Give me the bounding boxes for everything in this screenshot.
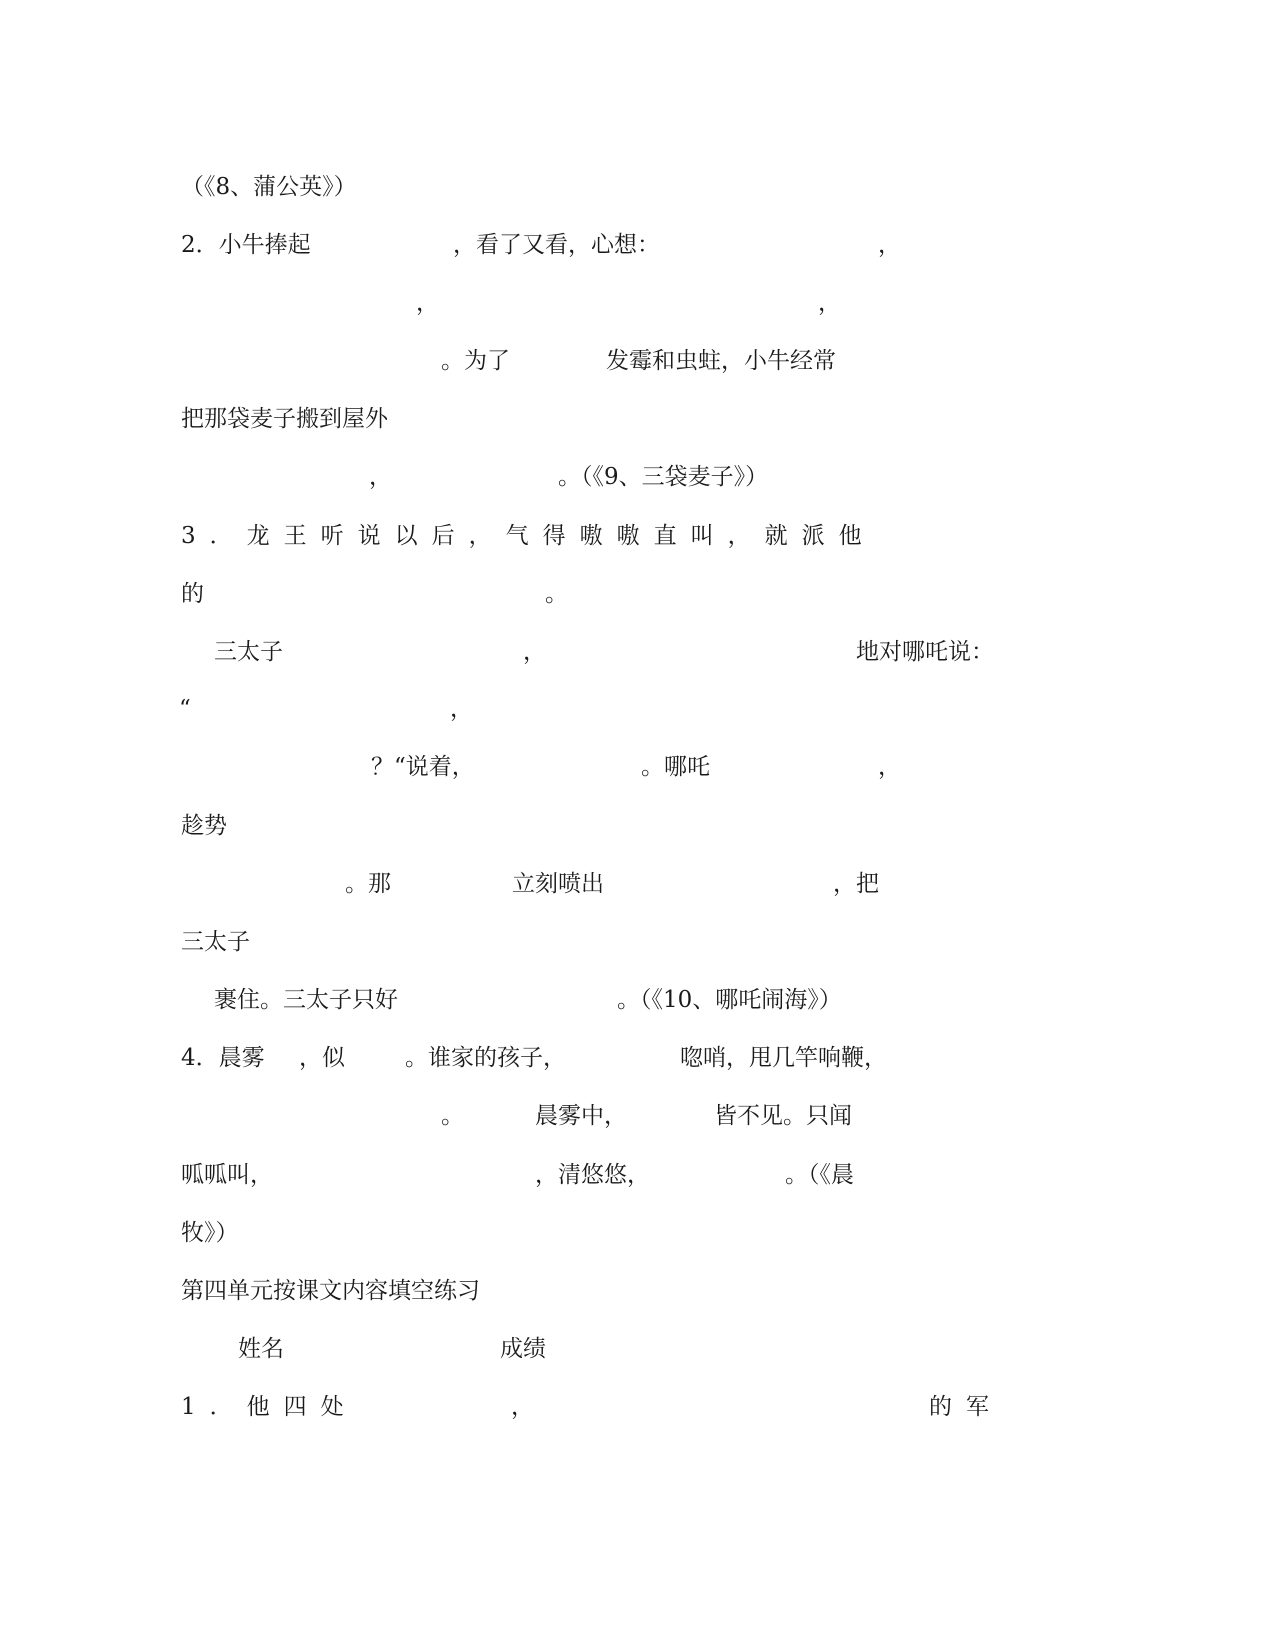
text-line: ，看了又看，心想： [453,232,660,258]
text-line: 3．龙王听说以后，气得嗷嗷直叫，就派他 [181,523,876,549]
text-line: 唿哨，甩几竿响鞭， [680,1045,887,1071]
text-line: ？“说着， [371,754,475,780]
text-line: 三太子 [181,929,250,955]
text-line: ，似 [299,1045,345,1071]
text-line: “ [179,696,191,722]
text-line: ， [818,290,841,316]
text-line: 1．他四处 [181,1394,358,1420]
text-line: 的 [181,581,204,607]
text-line: 皆不见。只闻 [714,1103,852,1129]
text-line: 三太子 [214,639,283,665]
text-line: 裹住。三太子只好 [214,987,398,1013]
text-line: 。为了 [441,348,510,374]
text-line: 晨雾中， [535,1103,627,1129]
text-line: ， [511,1394,534,1420]
text-line: （《8、蒲公英》） [181,174,357,200]
text-line: 。那 [345,871,391,897]
text-line: 的军 [929,1394,1003,1420]
text-line: ， [450,696,473,722]
text-line: 。谁家的孩子， [405,1045,566,1071]
text-line: ， [878,754,901,780]
text-line: ， [369,464,392,490]
text-line: 。（《10、哪吒闹海》） [617,987,842,1013]
text-line: 立刻喷出 [512,871,604,897]
text-line: 。哪吒 [641,754,710,780]
text-line: ， [878,232,901,258]
text-line: 。（《晨 [785,1162,854,1188]
text-line: ， [416,290,439,316]
name-label: 姓名 [238,1336,284,1362]
text-line: 4．晨雾 [181,1045,265,1071]
text-line: 。 [441,1103,464,1129]
text-line: 。 [545,581,568,607]
text-line: 把那袋麦子搬到屋外 [181,406,388,432]
score-label: 成绩 [500,1336,546,1362]
text-line: 。（《9、三袋麦子》） [558,464,769,490]
text-line: 趁势 [181,813,227,839]
text-line: 发霉和虫蛀，小牛经常 [606,348,836,374]
text-line: 呱呱叫， [181,1162,273,1188]
text-line: 地对哪吒说： [856,639,994,665]
text-line: ，清悠悠， [535,1162,650,1188]
text-line: 牧》） [181,1220,239,1246]
section-title: 第四单元按课文内容填空练习 [181,1278,480,1304]
text-line: 2．小牛捧起 [181,232,311,258]
text-line: ， [523,639,546,665]
text-line: ，把 [833,871,879,897]
